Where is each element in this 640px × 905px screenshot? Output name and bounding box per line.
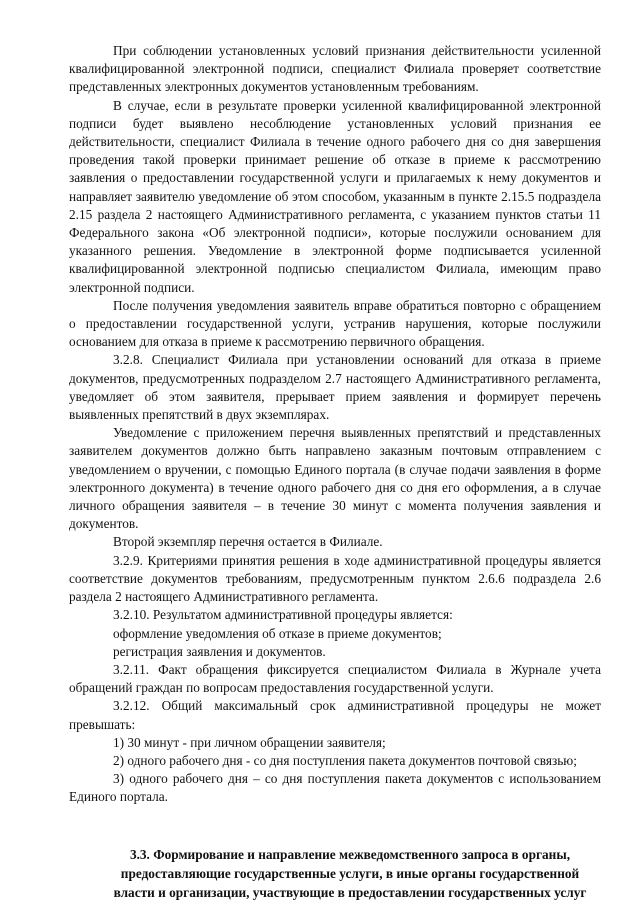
paragraph-term-1: 1) 30 минут - при личном обращении заявителя; [113, 734, 386, 750]
paragraph-result-rejection: оформление уведомления об отказе в приеме документов; [113, 625, 442, 641]
paragraph-3-2-11: 3.2.11. Факт обращения фиксируется специалистом Филиала в Журнале учета обращений граждан по вопросам предоставления государственной услуги. [69, 661, 601, 696]
paragraph-3-2-8: 3.2.8. Специалист Филиала при установлении оснований для отказа в приеме документов, предусмотренных подразделом 2.7 настоящего Административного регламента, уведомляет об этом заявителя, прерывает прием заявления и формирует перечень выявленных препятствий в двух экземплярах. [69, 352, 601, 423]
paragraph-signature-rejection: В случае, если в результате проверки усиленной квалифицированной электронной подписи будет выявлено несоблюдение установленных условий признания ее действительности, специалист Филиала в течение одного рабочего дня со дня завершения проведения такой проверки принимает решение об отказе в приеме к рассмотрению заявления о предоставлении государственной услуги и прилагаемых к нему документов и направляет заявителю уведомление об этом способом, указанным в пункте 2.15.5 подраздела 2.15 раздела 2 настоящего Административного регламента, с указанием пунктов статьи 11 Федерального закона «Об электронной подписи», которые послужили основанием для указанного решения. Уведомление в электронной форме подписывается усиленной квалифицированной электронной подписью специалистом Филиала, имеющим право электронной подписи. [69, 97, 601, 295]
paragraph-3-2-10: 3.2.10. Результатом административной процедуры является: [113, 607, 453, 623]
paragraph-second-copy: Второй экземпляр перечня остается в Филиале. [113, 534, 383, 550]
paragraph-3-2-12: 3.2.12. Общий максимальный срок административной процедуры не может превышать: [69, 698, 601, 732]
document-body [69, 42, 601, 902]
paragraph-3-2-9: 3.2.9. Критериями принятия решения в ходе административной процедуры является соответствие документов требованиям, предусмотренным пунктом 2.6.6 подраздела 2.6 раздела 2 настоящего Административного регламента. [69, 552, 601, 605]
paragraph-repeat-request: После получения уведомления заявитель вправе обратиться повторно с обращением о предоставлении государственной услуги, устранив нарушения, которые послужили основанием для отказа в приеме к рассмотрению первичного обращения. [69, 297, 601, 350]
paragraph-term-3: 3) одного рабочего дня – со дня поступления пакета документов с использованием Единого портала. [69, 771, 601, 805]
paragraph-term-2: 2) одного рабочего дня - со дня поступления пакета документов почтовой связью; [113, 752, 577, 768]
paragraph-signature-validity-check: При соблюдении установленных условий признания действительности усиленной квалифицированной электронной подписи, специалист Филиала проверяет соответствие представленных электронных документов установленным требованиям. [69, 43, 601, 95]
section-heading-3-3: 3.3. Формирование и направление межведомственного запроса в органы, предоставляющие государственные услуги, в иные органы государственной власти и организации, участвующие в предоставлении государственных услуг [113, 846, 587, 900]
paragraph-notification-delivery: Уведомление с приложением перечня выявленных препятствий и представленных заявителем документов должно быть направлено заказным почтовым отправлением с уведомлением о вручении, с помощью Единого портала (в случае подачи заявления в форме электронного документа) в течение одного рабочего дня со дня его оформления, а в случае личного обращения заявителя – в течение 30 минут с момента получения заявления и документов. [69, 425, 601, 532]
paragraph-result-registration: регистрация заявления и документов. [113, 643, 326, 659]
